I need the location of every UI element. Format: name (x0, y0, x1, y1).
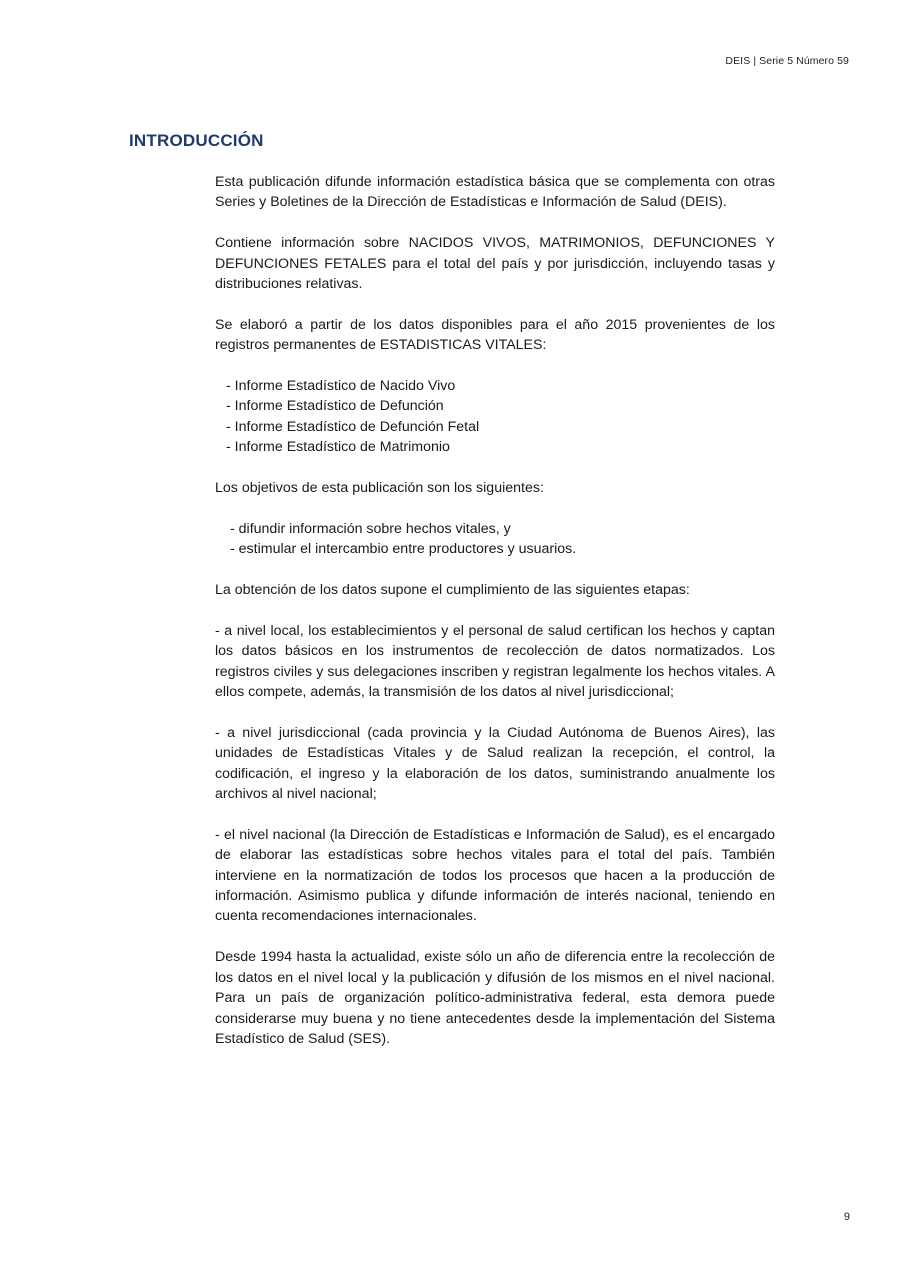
objetivos-list (215, 519, 775, 560)
list-item: - Informe Estadístico de Defunción (226, 398, 444, 415)
page-number: 9 (843, 1211, 850, 1223)
running-header: DEIS | Serie 5 Número 59 (725, 55, 849, 67)
list-item: - estimular el intercambio entre productores y usuarios. (230, 541, 577, 558)
paragraph-objetivos: Los objetivos de esta publicación son los siguientes: (215, 480, 544, 497)
list-item: - Informe Estadístico de Nacido Vivo (226, 378, 456, 395)
paragraph-nivel-nacional: - el nivel nacional (la Dirección de Estadísticas e Información de Salud), es el encargado de elaborar las estadísticas sobre hechos vitales para el total del país. También interviene en la normatización de todos los procesos que hacen a la producción de información. Asimismo publica y difunde información de interés nacional, teniendo en cuenta recomendaciones internacionales. (215, 826, 775, 925)
paragraph-intro: Esta publicación difunde información estadística básica que se complementa con otras Series y Boletines de la Dirección de Estadísticas e Información de Salud (DEIS). (215, 174, 775, 211)
body-text (215, 172, 775, 1070)
list-item: - Informe Estadístico de Matrimonio (226, 439, 450, 456)
paragraph-etapas: La obtención de los datos supone el cumplimiento de las siguientes etapas: (215, 582, 690, 599)
paragraph-contenido: Contiene información sobre NACIDOS VIVOS, MATRIMONIOS, DEFUNCIONES Y DEFUNCIONES FETALES para el total del país y por jurisdicción, incluyendo tasas y distribuciones relativas. (215, 235, 775, 293)
paragraph-fuentes: Se elaboró a partir de los datos disponibles para el año 2015 provenientes de los registros permanentes de ESTADISTICAS VITALES: (215, 316, 775, 354)
section-title: INTRODUCCIÓN (129, 131, 264, 150)
list-item: - difundir información sobre hechos vitales, y (230, 520, 511, 537)
paragraph-antecedentes: Desde 1994 hasta la actualidad, existe sólo un año de diferencia entre la recolección de los datos en el nivel local y la publicación y difusión de los mismos en el nivel nacional. Para un país de organización político-administrativa federal, esta demora puede considerarse muy buena y no tiene antecedentes desde la implementación del Sistema Estadístico de Salud (SES). (215, 949, 775, 1047)
registros-list (215, 376, 775, 458)
paragraph-nivel-local: - a nivel local, los establecimientos y el personal de salud certifican los hechos y captan los datos básicos en los instrumentos de recolección de datos normatizados. Los registros civiles y sus delegaciones inscriben y registran legalmente los hechos vitales. A ellos compete, además, la transmisión de los datos al nivel jurisdiccional; (215, 622, 775, 701)
paragraph-nivel-jurisdiccional: - a nivel jurisdiccional (cada provincia y la Ciudad Autónoma de Buenos Aires), las unidades de Estadísticas Vitales y de Salud realizan la recepción, el control, la codificación, el ingreso y la elaboración de los datos, suministrando anualmente los archivos al nivel nacional; (215, 724, 775, 803)
list-item: - Informe Estadístico de Defunción Fetal (226, 418, 480, 435)
